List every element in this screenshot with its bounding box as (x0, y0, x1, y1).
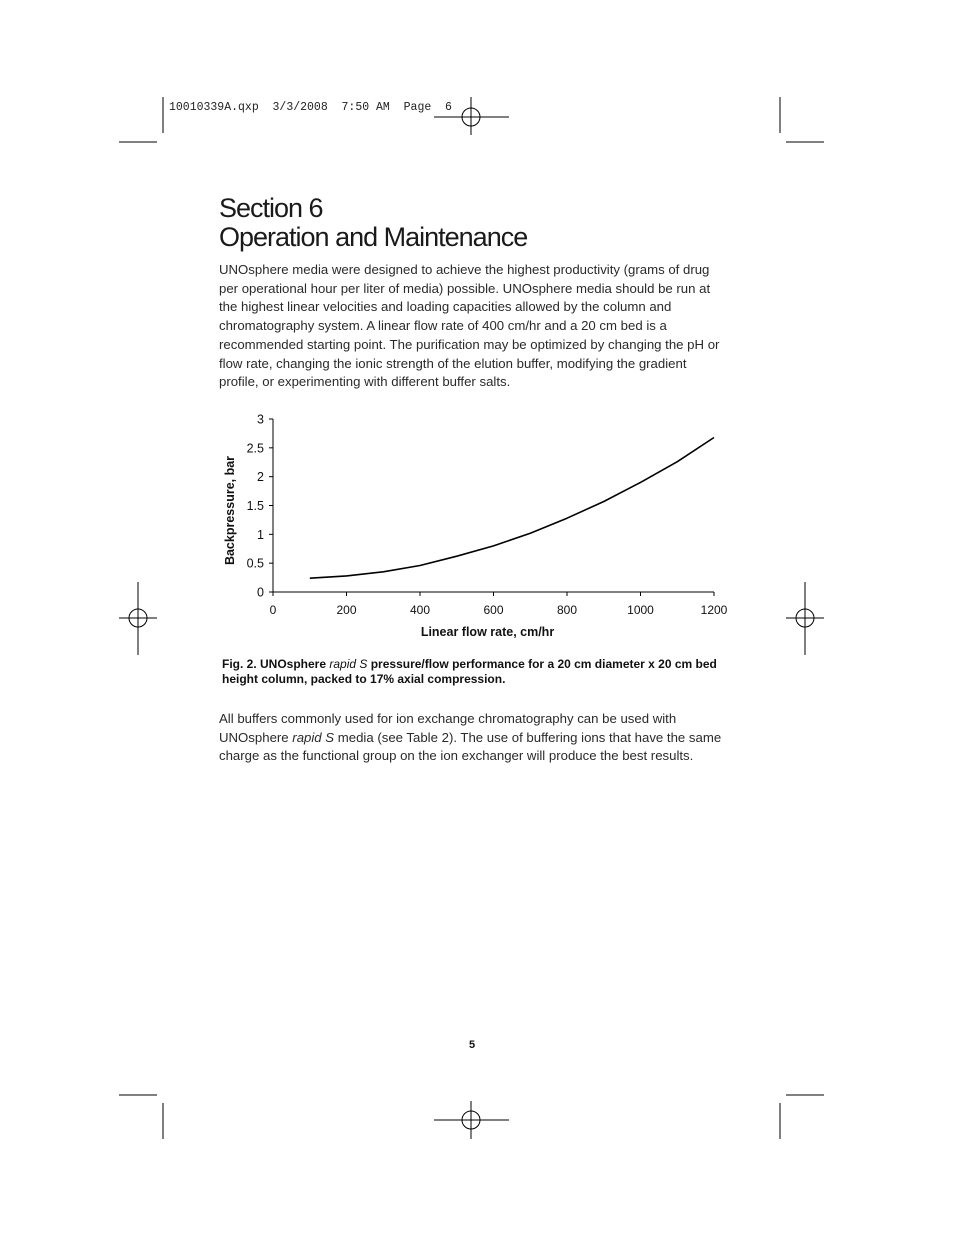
section-heading (219, 194, 527, 252)
x-tick-label: 1200 (700, 603, 728, 617)
caption-italic: rapid S (329, 657, 368, 671)
section-title: Operation and Maintenance (219, 222, 528, 252)
x-tick-label: 600 (483, 603, 504, 617)
x-tick-label: 200 (336, 603, 357, 617)
y-tick-label: 1.5 (246, 499, 264, 513)
y-tick-label: 1 (257, 527, 264, 542)
series-line (310, 438, 714, 579)
y-tick-label: 2.5 (246, 441, 264, 456)
figure-caption (222, 657, 752, 686)
print-slug: 10010339A.qxp 3/3/2008 7:50 AM Page 6 (169, 101, 452, 114)
x-tick-label: 0 (269, 603, 277, 617)
x-tick-label: 800 (556, 603, 578, 617)
page-number: 5 (468, 1039, 476, 1051)
y-tick-label: 3 (257, 412, 264, 427)
intro-paragraph: UNOsphere media were designed to achieve the highest productivity (grams of drug per operational hour per liter of media) possible. UNOsphere media should be run at the highest linear velocities and loading capacities allowed by the column and chromatography system. A linear flow rate of 400 cm/hr and a 20 cm bed is a recommended starting point. The purification may be optimized by changing the pH or flow rate, changing the ionic strength of the elution buffer, modifying the gradient profile, or experimenting with different buffer salts. (219, 262, 720, 390)
y-tick-label: 2 (257, 470, 264, 485)
section-number: Section 6 (219, 193, 323, 223)
x-axis-label: Linear flow rate, cm/hr (420, 625, 555, 639)
buffer-paragraph-before: All buffers commonly used for ion exchange chromatography can be used with UNOsphere (219, 711, 677, 745)
caption-suffix: pressure/flow performance for a 20 cm diameter x 20 cm bed height column, packed to 17% axial compression. (222, 657, 717, 686)
pressure-flow-chart (200, 405, 740, 650)
x-tick-label: 1000 (627, 603, 654, 617)
y-tick-label: 0.5 (246, 556, 264, 571)
buffer-paragraph (219, 710, 724, 766)
buffer-paragraph-italic: rapid S (292, 729, 335, 745)
x-tick-label: 400 (409, 603, 431, 617)
caption-prefix: Fig. 2. UNOsphere (222, 657, 330, 671)
y-axis-label: Backpressure, bar (223, 455, 237, 566)
buffer-paragraph-after: media (see Table 2). The use of buffering ions that have the same charge as the functional group on the ion exchanger will produce the best results. (219, 729, 722, 764)
y-tick-label: 0 (257, 585, 264, 600)
